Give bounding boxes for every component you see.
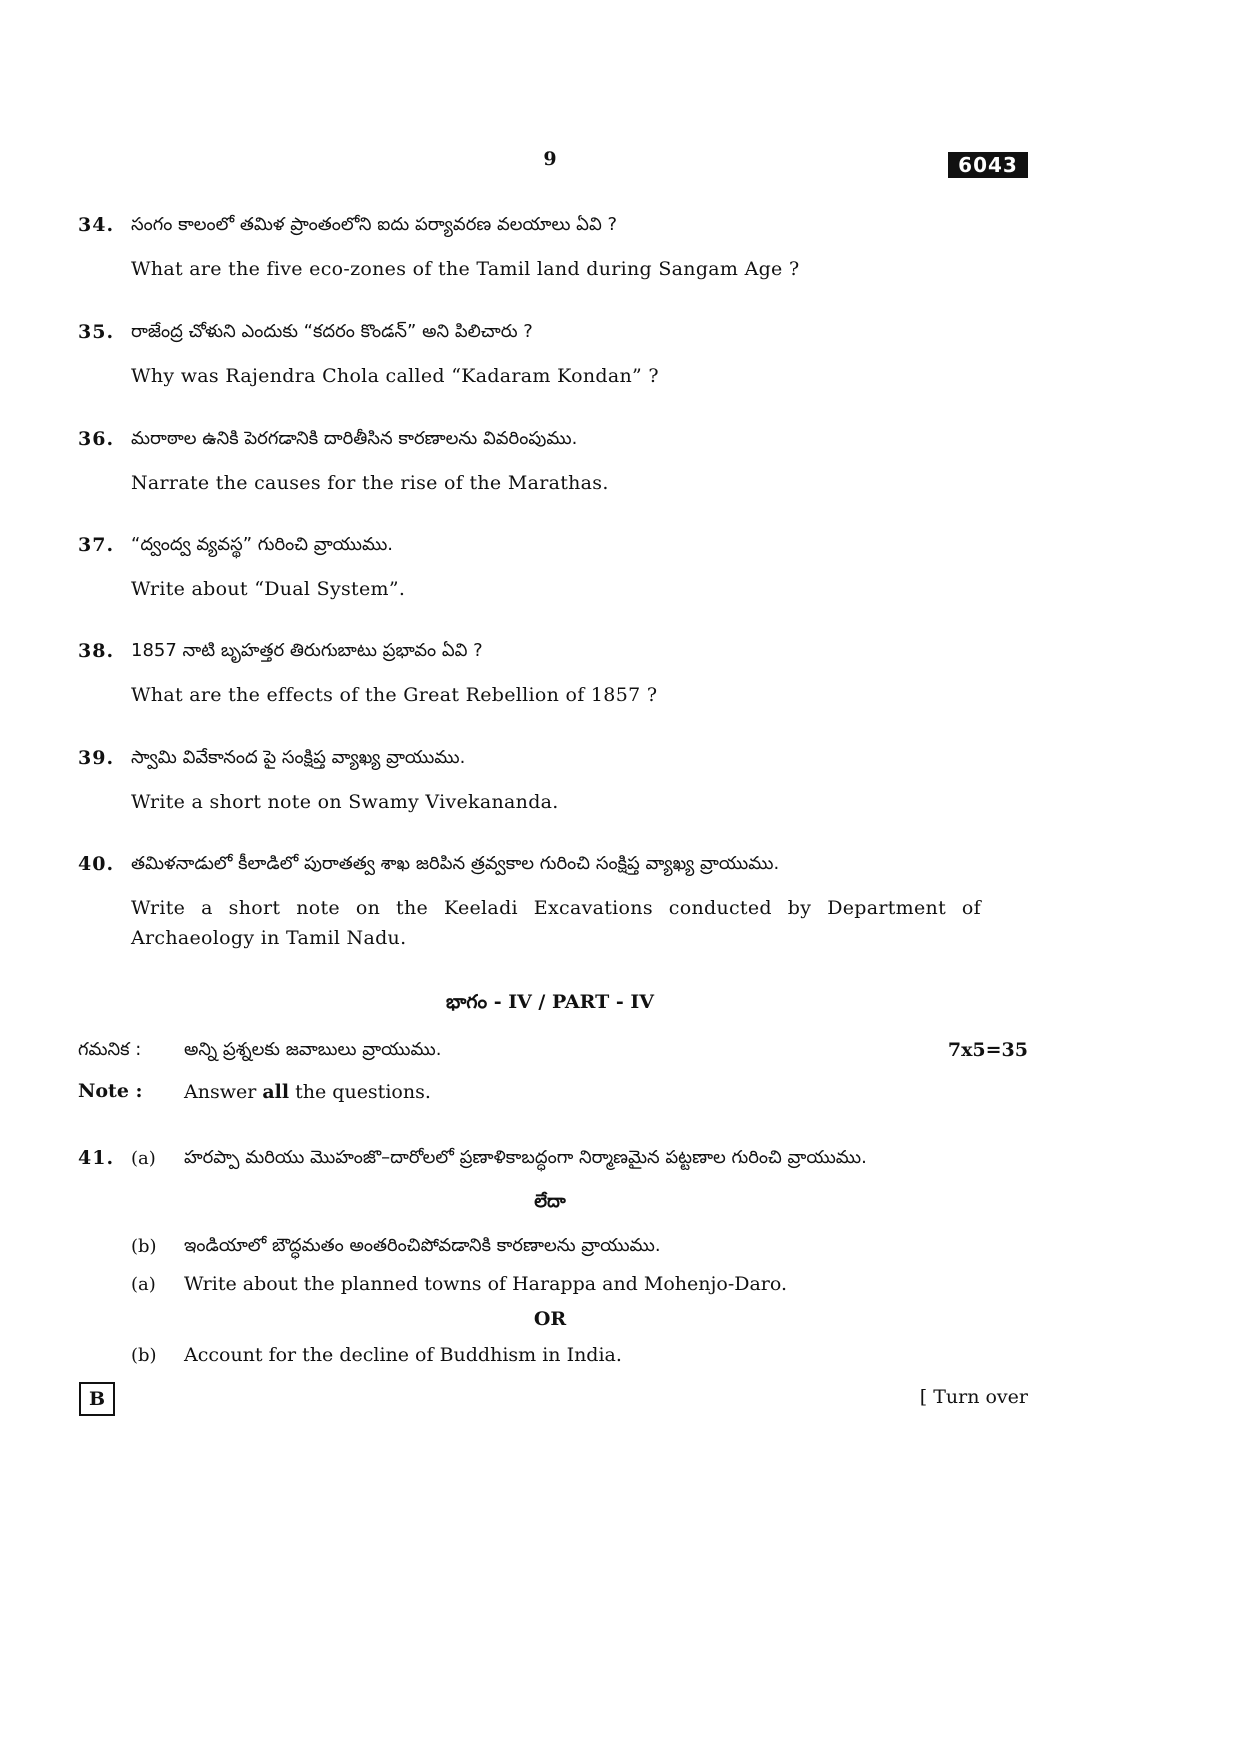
note-label-telugu: గమనిక :	[78, 1039, 142, 1060]
question-number: 39.	[78, 747, 115, 769]
or-telugu: లేదా	[534, 1191, 566, 1212]
question-telugu: మరాఠాల ఉనికి పెరగడానికి దారితీసిన కారణాలను వివరింపుము.	[131, 428, 578, 449]
question-number: 40.	[78, 853, 115, 875]
turn-over: [ Turn over	[919, 1386, 1028, 1408]
question-telugu: సంగం కాలంలో తమిళ ప్రాంతంలోని ఐదు పర్యావరణ వలయాలు ఏవి ?	[131, 214, 618, 235]
option-b-english: Account for the decline of Buddhism in India.	[184, 1344, 622, 1366]
note-english	[184, 1081, 431, 1103]
note-english-part: Answer	[184, 1081, 263, 1103]
option-a-label: (a)	[131, 1274, 156, 1295]
question-35	[78, 321, 1028, 391]
or-english: OR	[533, 1308, 567, 1330]
question-39	[78, 747, 1028, 817]
paper-code-badge: 6043	[948, 152, 1028, 178]
question-telugu: రాజేంద్ర చోళుని ఎందుకు “కదరం కొండన్” అని పిలిచారు ?	[131, 321, 533, 342]
page-number: 9	[543, 148, 557, 170]
question-38	[78, 640, 1028, 710]
question-number: 34.	[78, 214, 115, 236]
question-english: Narrate the causes for the rise of the Marathas.	[131, 472, 609, 494]
part-heading: భాగం - IV / PART - IV	[446, 991, 654, 1013]
question-english: What are the effects of the Great Rebellion of 1857 ?	[131, 684, 658, 706]
option-b-label: (b)	[131, 1345, 157, 1366]
question-english: Why was Rajendra Chola called “Kadaram Kondan” ?	[131, 365, 659, 387]
question-number-41: 41.	[78, 1147, 115, 1169]
question-telugu: తమిళనాడులో కీలాడిలో పురాతత్వ శాఖ జరిపిన త్రవ్వకాల గురించి సంక్షిప్త వ్యాఖ్య వ్రాయుము.	[131, 853, 780, 874]
question-telugu: “ద్వంద్వ వ్యవస్థ” గురించి వ్రాయుము.	[131, 534, 394, 555]
option-b-label: (b)	[131, 1236, 157, 1257]
option-a-telugu: హరప్పా మరియు మొహంజొ–దారోలలో ప్రణాళికాబద్ధంగా నిర్మాణమైన పట్టణాల గురించి వ్రాయుము.	[184, 1147, 867, 1168]
question-telugu: 1857 నాటి బృహత్తర తిరుగుబాటు ప్రభావం ఏవి ?	[131, 640, 483, 661]
question-english: Write a short note on Swamy Vivekananda.	[131, 791, 559, 813]
question-40	[78, 853, 1028, 953]
question-english: Write a short note on the Keeladi Excavations conducted by Department of Archaeology in Tamil Nadu.	[131, 897, 981, 949]
question-number: 37.	[78, 534, 115, 556]
question-37	[78, 534, 1028, 604]
question-number: 36.	[78, 428, 115, 450]
option-a-english: Write about the planned towns of Harappa and Mohenjo-Daro.	[184, 1273, 788, 1295]
marks-scheme: 7x5=35	[947, 1039, 1028, 1061]
question-english: Write about “Dual System”.	[131, 578, 406, 600]
option-b-telugu: ఇండియాలో బౌద్ధమతం అంతరించిపోవడానికి కారణాలను వ్రాయుము.	[184, 1235, 661, 1256]
option-a-label: (a)	[131, 1148, 156, 1169]
note-label-english: Note :	[78, 1080, 143, 1102]
question-telugu: స్వామి వివేకానంద పై సంక్షిప్త వ్యాఖ్య వ్రాయుము.	[131, 747, 466, 768]
note-english-emphasis: all	[262, 1081, 290, 1103]
series-box: B	[79, 1382, 115, 1416]
note-english-part: the questions.	[289, 1081, 431, 1103]
question-34	[78, 214, 1028, 284]
note-telugu: అన్ని ప్రశ్నలకు జవాబులు వ్రాయుము.	[184, 1039, 442, 1060]
question-english: What are the five eco-zones of the Tamil land during Sangam Age ?	[131, 258, 800, 280]
question-36	[78, 428, 1028, 498]
question-number: 35.	[78, 321, 115, 343]
question-number: 38.	[78, 640, 115, 662]
